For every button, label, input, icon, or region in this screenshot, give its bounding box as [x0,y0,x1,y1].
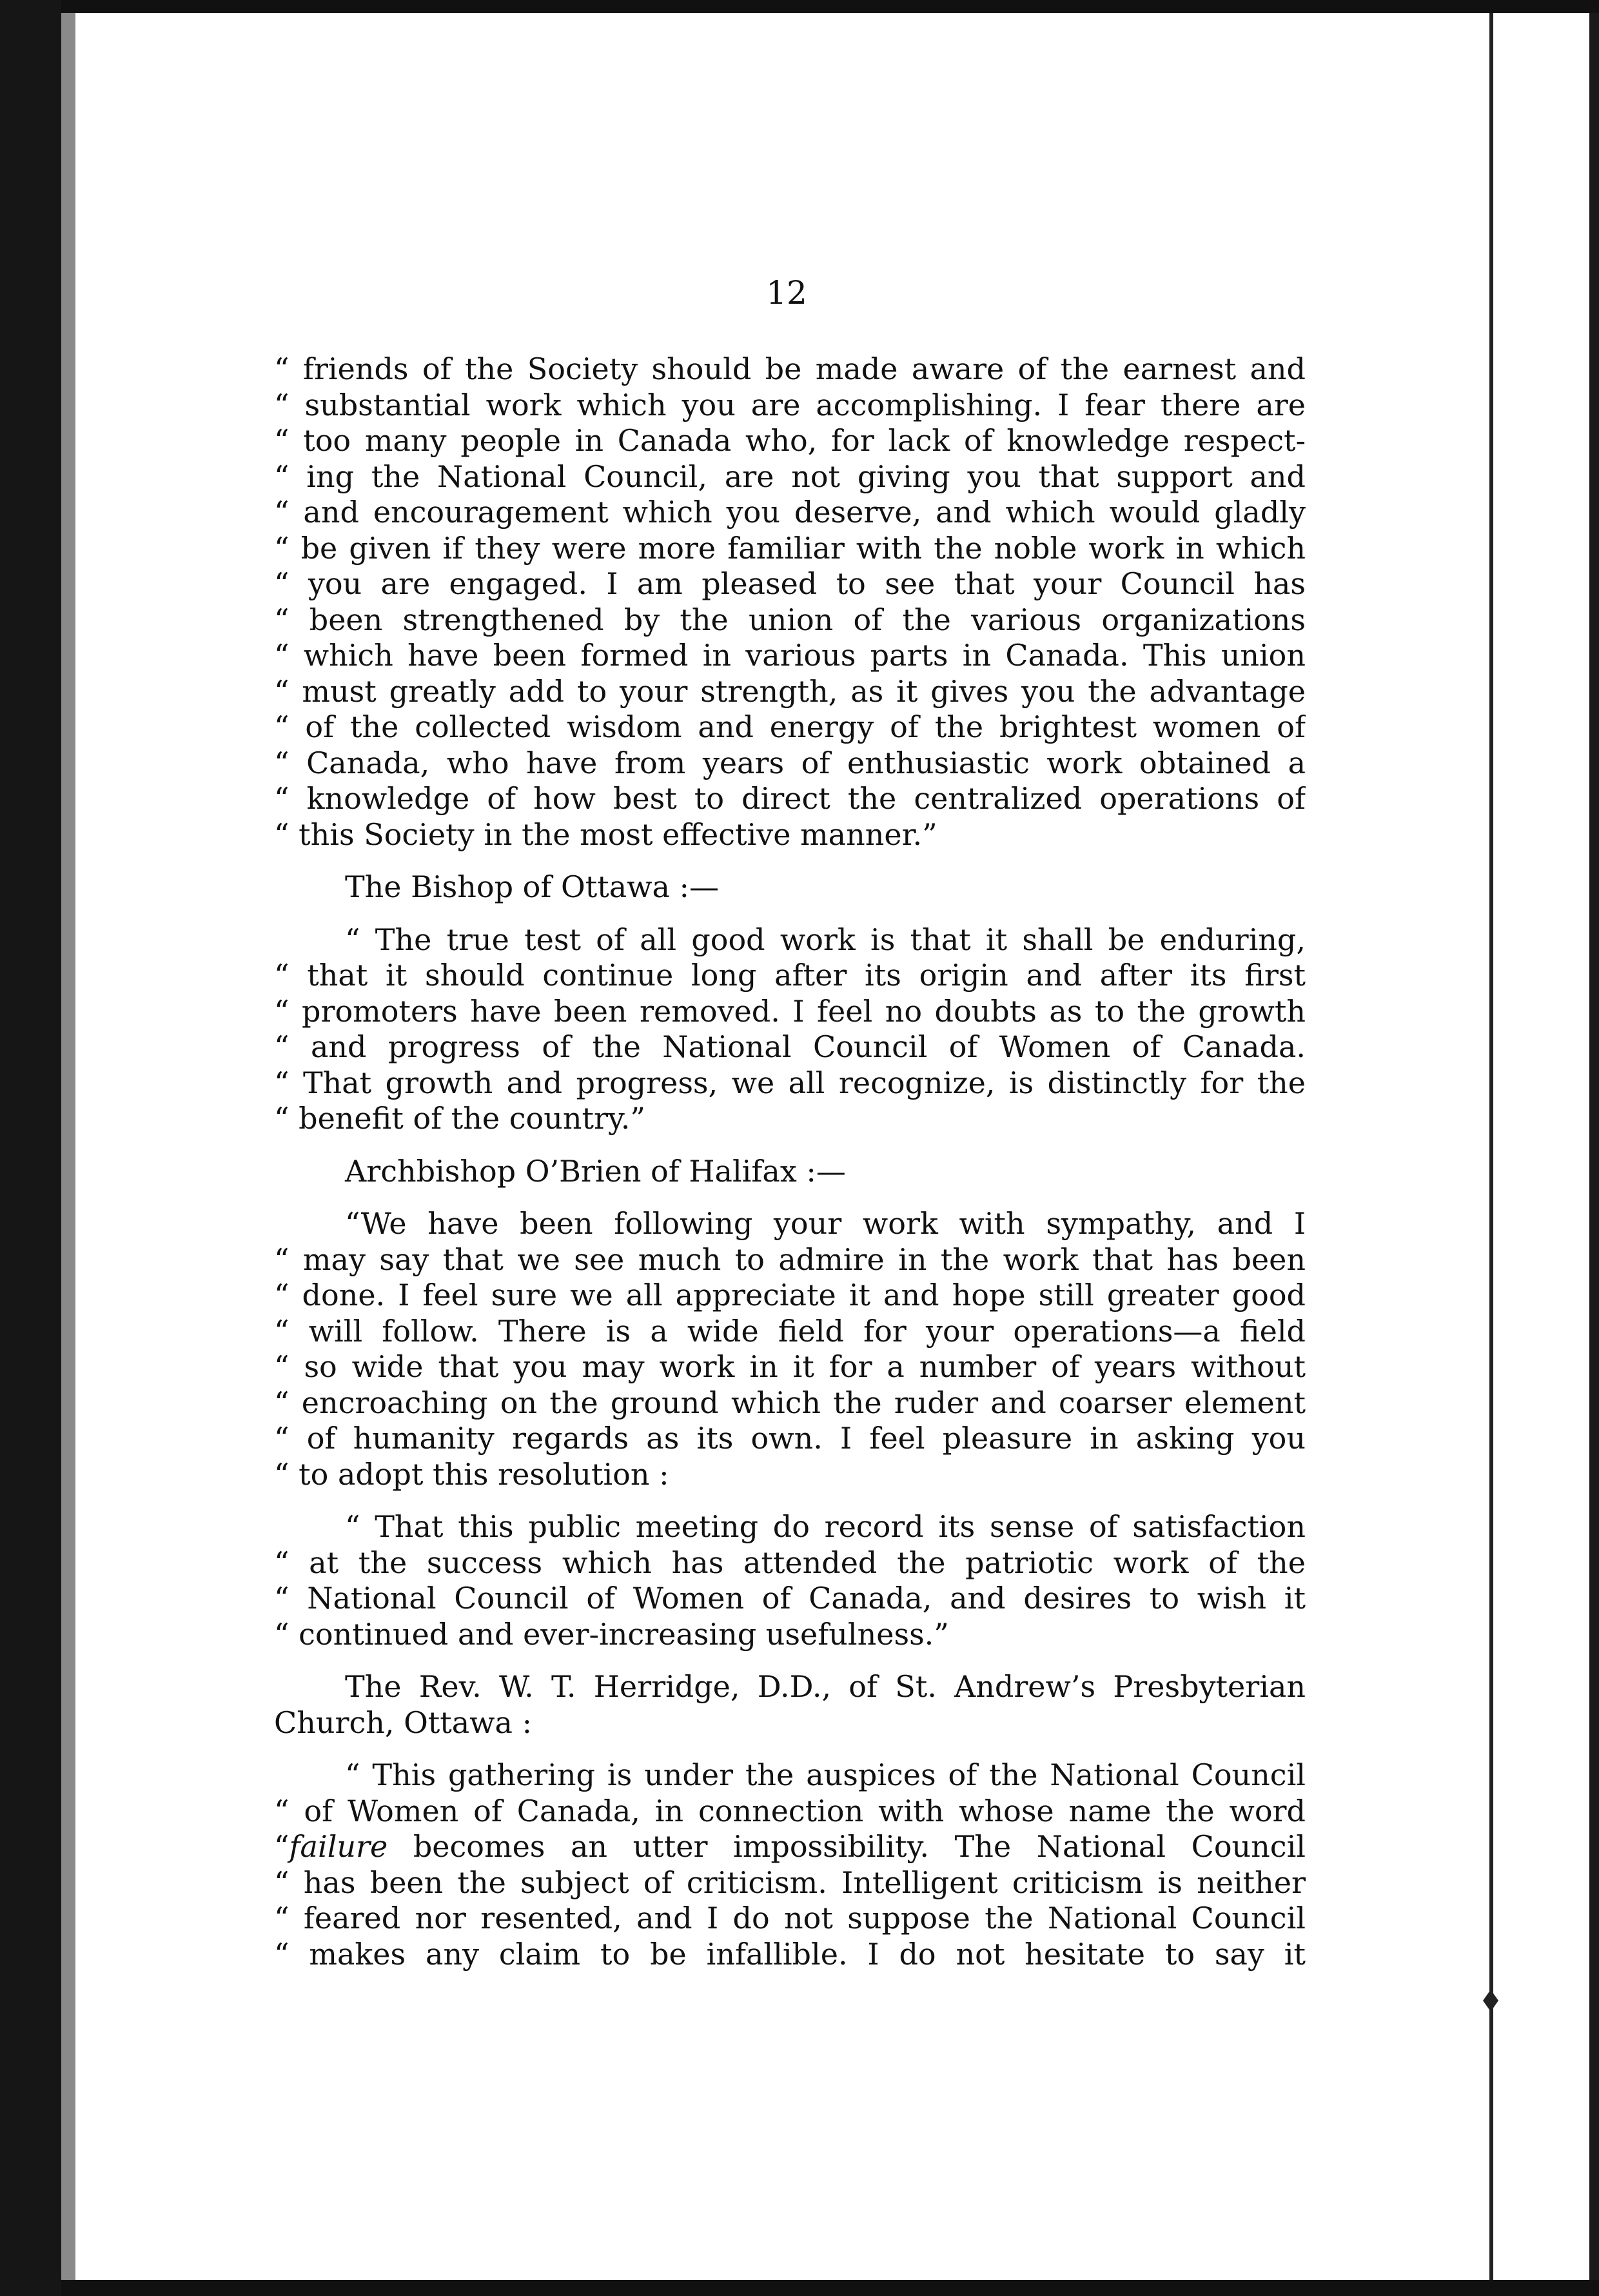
scan-top-border [0,0,1599,13]
text-line: “ you are engaged. I am pleased to see that your Council has [274,566,1306,601]
text-line: “ this Society in the most effective manner.” [274,816,937,852]
text-line: “ has been the subject of criticism. Intelligent criticism is neither [274,1865,1306,1900]
speaker-heading-archbishop: Archbishop O’Brien of Halifax :— [345,1153,846,1189]
facing-page-edge [1493,13,1599,2280]
italic-word-failure: failure [289,1829,388,1864]
resolution-line: “ continued and ever-increasing usefulness.” [274,1616,949,1652]
text-line: “ That growth and progress, we all recognize, is distinctly for the [274,1065,1306,1100]
text-line: “ must greatly add to your strength, as it gives you the advantage [274,673,1306,709]
page-number: 12 [766,274,807,312]
text-line: “ that it should continue long after its origin and after its first [274,958,1306,993]
text-line: “ of the collected wisdom and energy of the brightest women of [274,709,1306,744]
text-line: “ to adopt this resolution : [274,1456,669,1492]
text-line: “ may say that we see much to admire in the work that has been [274,1242,1306,1277]
text-line: “ too many people in Canada who, for lack of knowledge respect- [274,423,1306,458]
text-line: “ of Women of Canada, in connection with whose name the word [274,1793,1306,1828]
text-line: “ ing the National Council, are not giving you that support and [274,459,1306,494]
scan-right-border [1589,13,1599,2280]
body-text [274,351,1306,1972]
text-line: “ feared nor resented, and I do not suppose the National Council [274,1901,1306,1935]
speaker-heading-bishop-of-ottawa: The Bishop of Ottawa :— [345,869,720,904]
text-line: “ done. I feel sure we all appreciate it and hope still greater good [274,1278,1306,1312]
resolution-line: “ at the success which has attended the patriotic work of the [274,1545,1306,1580]
scan-bottom-border [0,2280,1599,2296]
text-line: “ promoters have been removed. I feel no doubts as to the growth [274,993,1306,1029]
text-line: “ which have been formed in various parts in Canada. This union [274,638,1306,673]
text-line-with-italic [274,1829,1306,1865]
opening-quote: “ [274,1829,289,1864]
page-left-edge [61,13,75,2280]
text-line: “ and progress of the National Council of Women of Canada. [274,1029,1306,1064]
text-line: “ The true test of all good work is that it shall be enduring, [345,922,1306,957]
text-line: “ benefit of the country.” [274,1101,645,1136]
text-line: “ knowledge of how best to direct the centralized operations of [274,781,1306,816]
text-line: “ Canada, who have from years of enthusiastic work obtained a [274,745,1306,780]
text-line: “ so wide that you may work in it for a number of years without [274,1349,1306,1384]
text-line: “We have been following your work with sympathy, and I [345,1206,1306,1241]
text-line: “ This gathering is under the auspices of the National Council [345,1757,1306,1792]
speaker-heading-herridge: The Rev. W. T. Herridge, D.D., of St. Andrew’s Presbyterian [345,1669,1306,1704]
resolution-line: “ National Council of Women of Canada, and desires to wish it [274,1581,1306,1616]
text-line: “ will follow. There is a wide field for your operations—a field [274,1313,1306,1349]
text-line: “ makes any claim to be infallible. I do not hesitate to say it [274,1936,1306,1972]
text-line: “ friends of the Society should be made aware of the earnest and [274,351,1306,386]
text-line: “ be given if they were more familiar with the noble work in which [274,530,1306,566]
resolution-line: “ That this public meeting do record its sense of satisfaction [345,1509,1306,1544]
text-line: “ and encouragement which you deserve, and which would gladly [274,495,1306,529]
text-line: “ encroaching on the ground which the ruder and coarser element [274,1385,1306,1420]
text-line: “ substantial work which you are accomplishing. I fear there are [274,387,1306,422]
text-line: “ of humanity regards as its own. I feel pleasure in asking you [274,1421,1306,1456]
speaker-heading-herridge-continued: Church, Ottawa : [274,1705,533,1740]
scan-left-border [0,0,61,2296]
text-fragment: becomes an utter impossibility. The National Council [387,1829,1306,1864]
text-line: “ been strengthened by the union of the various organizations [274,602,1306,637]
